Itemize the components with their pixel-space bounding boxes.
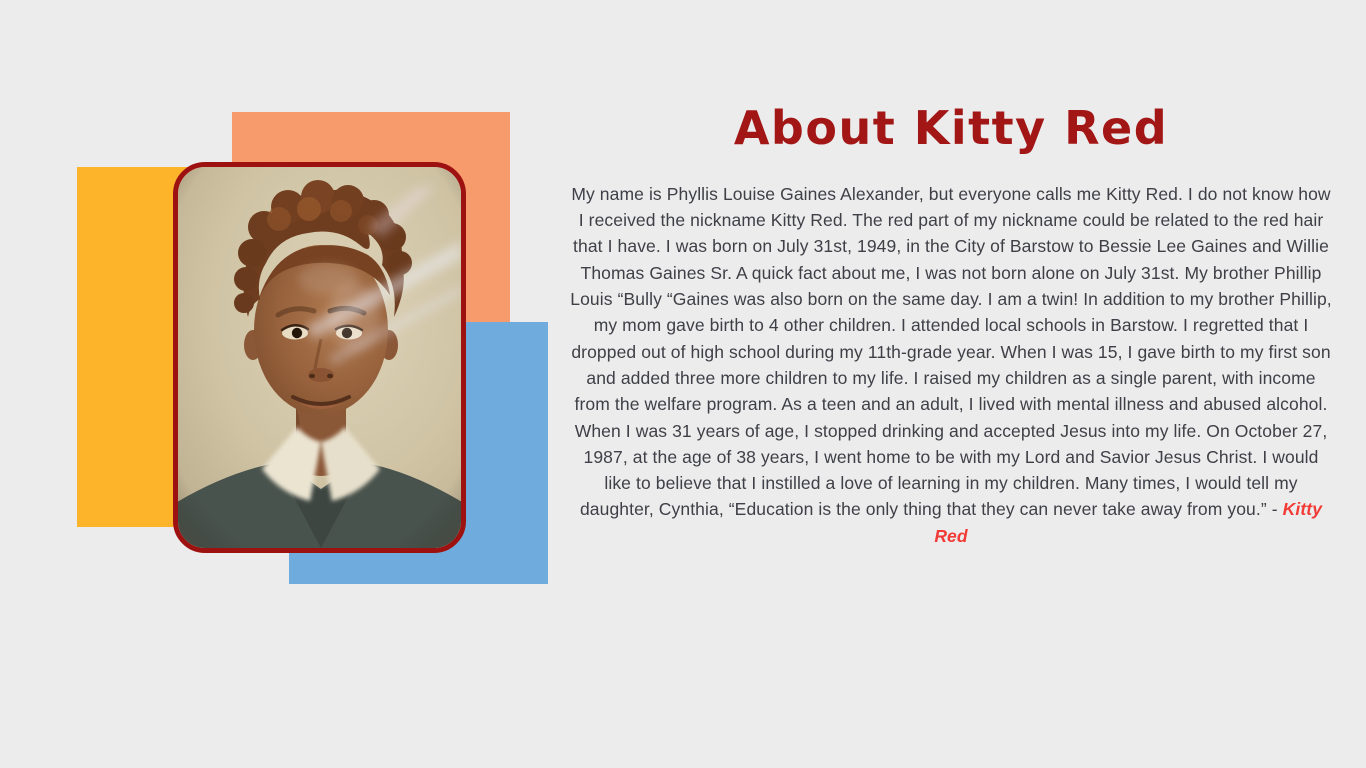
about-section (570, 102, 1332, 549)
signature-text: Kitty Red (934, 499, 1323, 546)
portrait-photo-frame (173, 162, 466, 553)
portrait-photo (178, 167, 461, 548)
page-title: About Kitty Red (733, 101, 1169, 155)
photo-collage (0, 0, 600, 768)
about-paragraph (570, 181, 1332, 549)
about-paragraph-text: My name is Phyllis Louise Gaines Alexander, but everyone calls me Kitty Red. I do not know how I received the nickname Kitty Red. The red part of my nickname could be related to the red hair that I have. I was born on July 31st, 1949, in the City of Barstow to Bessie Lee Gaines and Willie Thomas Gaines Sr. A quick fact about me, I was not born alone on July 31st. My brother Phillip Louis “Bully “Gaines was also born on the same day. I am a twin! In addition to my brother Phillip, my mom gave birth to 4 other children. I attended local schools in Barstow. I regretted that I dropped out of high school during my 11th-grade year. When I was 15, I gave birth to my first son and added three more children to my life. I raised my children as a single parent, with income from the welfare program. As a teen and an adult, I lived with mental illness and abused alcohol. When I was 31 years of age, I stopped drinking and accepted Jesus into my life. On October 27, 1987, at the age of 38 years, I went home to be with my Lord and Savior Jesus Christ. I would like to believe that I instilled a love of learning in my children. Many times, I would tell my daughter, Cynthia, “Education is the only thing that they can never take away from you.” - (570, 183, 1332, 520)
